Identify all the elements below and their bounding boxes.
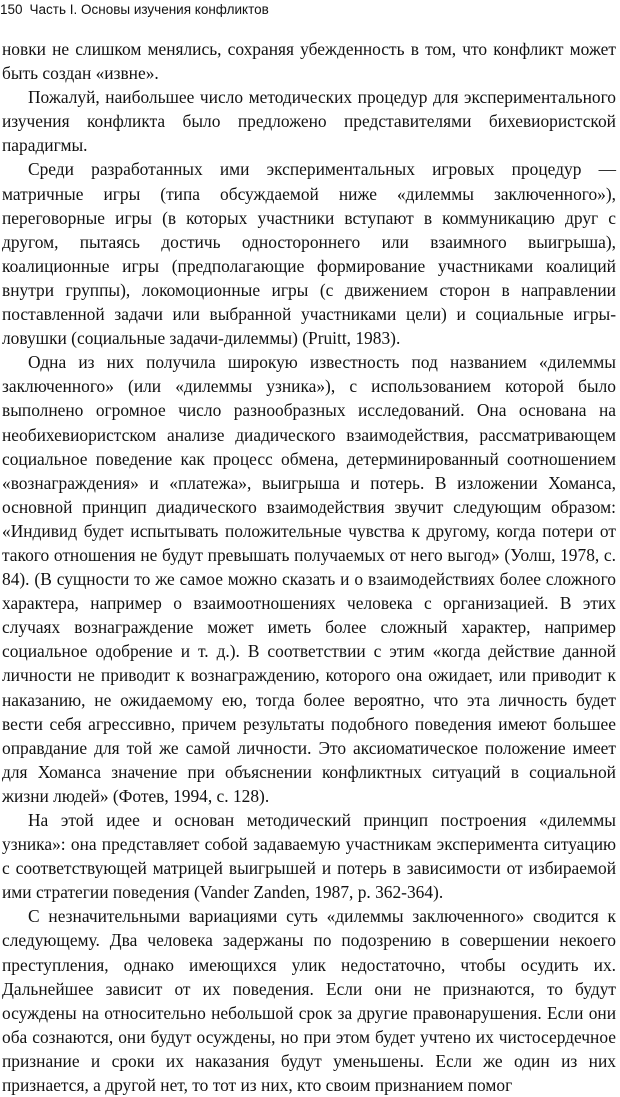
- running-title: Часть I. Основы изучения конфликтов: [29, 2, 269, 17]
- page-body: [2, 37, 616, 1097]
- paragraph: На этой идее и основан методический принцип построения «дилеммы узника»: она представляет собой задаваемую участникам эксперимента ситуацию с соответствующей матрицей выигрышей и потерь в зависимости от избираемой ими стратегии поведения (Vander Zanden, 1987, p. 362-364).: [2, 810, 616, 903]
- paragraph: С незначительными вариациями суть «дилеммы заключенного» сводится к следующему. Два человека задержаны по подозрению в совершении некоего преступления, однако имеющихся улик недостаточно, чтобы осудить их. Дальнейшее зависит от их поведения. Если они не признаются, то будут осуждены на относительно небольшой срок за другие правонарушения. Если они оба сознаются, они будут осуждены, но при этом будет учтено их чистосердечное признание и сроки их наказания будут уменьшены. Если же один из них признается, а другой нет, то тот из них, кто своим признанием помог: [2, 906, 616, 1096]
- paragraph: Пожалуй, наибольшее число методических процедур для экспериментального изучения конфликта было предложено представителями бихевиористской парадигмы.: [2, 87, 616, 156]
- running-header: [0, 2, 269, 18]
- page-number: 150: [0, 2, 23, 17]
- paragraph: Одна из них получила широкую известность под названием «дилеммы заключенного» (или «дилеммы узника»), с использованием которой было выполнено огромное число разнообразных исследований. Она основана на необихевиористском анализе диадического взаимодействия, рассматривающем социальное поведение как процесс обмена, детерминированный соотношением «вознаграждения» и «платежа», выигрыша и потерь. В изложении Хоманса, основной принцип диадического взаимодействия звучит следующим образом: «Индивид будет испытывать положительные чувства к другому, когда потери от такого отношения не будут превышать получаемых от него выгод» (Уолш, 1978, с. 84). (В сущности то же самое можно сказать и о взаимодействиях более сложного характера, например о взаимоотношениях человека с организацией. В этих случаях вознаграждение может иметь более сложный характер, например социальное одобрение и т. д.). В соответствии с этим «когда действие данной личности не приводит к вознаграждению, которого она ожидает, или приводит к наказанию, не ожидаемому ею, тогда более вероятно, что эта личность будет вести себя агрессивно, причем результаты подобного поведения имеют большее оправдание для той же самой личности. Это аксиоматическое положение имеет для Хоманса значение при объяснении конфликтных ситуаций в социальной жизни людей» (Фотев, 1994, с. 128).: [2, 352, 616, 806]
- paragraph: Среди разработанных ими экспериментальных игровых процедур — матричные игры (типа обсуждаемой ниже «дилеммы заключенного»), переговорные игры (в которых участники вступают в коммуникацию друг с другом, пытаясь достичь одностороннего или взаимного выигрыша), коалиционные игры (предполагающие формирование участниками коалиций внутри группы), локомоционные игры (с движением сторон в направлении поставленной задачи или выбранной участниками цели) и социальные игры-ловушки (социальные задачи-дилеммы) (Pruitt, 1983).: [2, 159, 616, 349]
- paragraph-continuation: новки не слишком менялись, сохраняя убежденность в том, что конфликт может быть создан «извне».: [2, 39, 616, 84]
